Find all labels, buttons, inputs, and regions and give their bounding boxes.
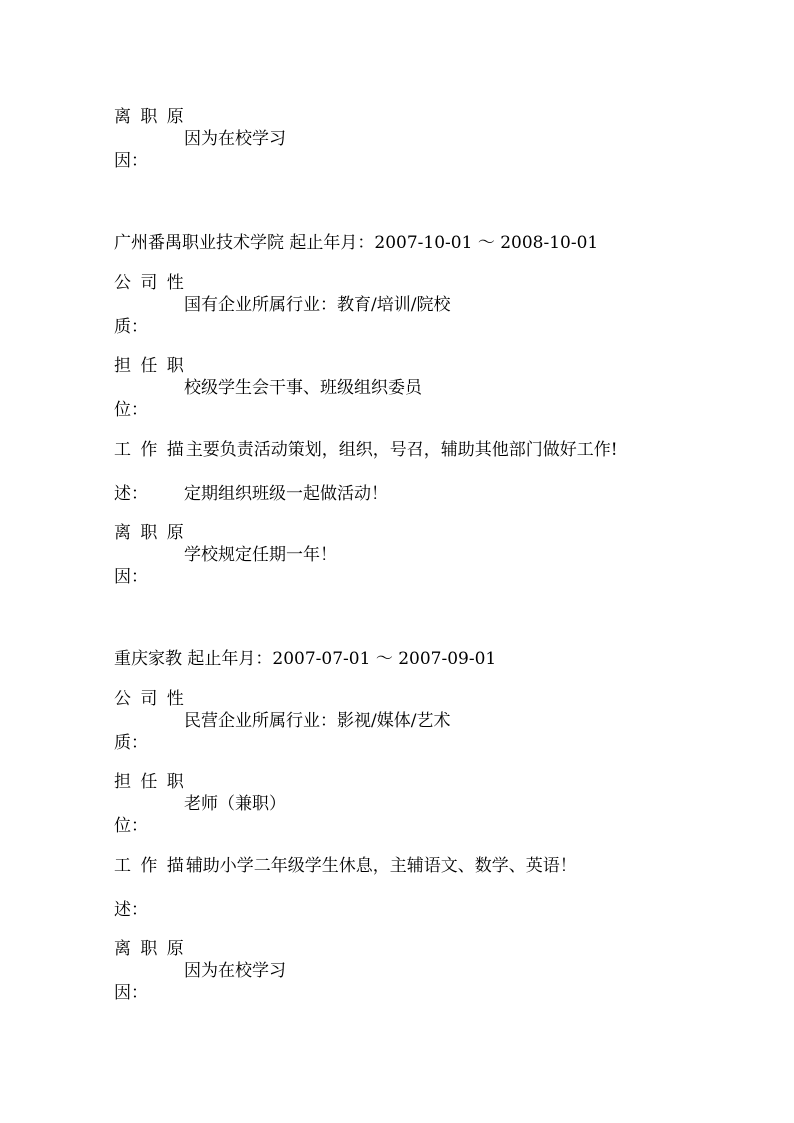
position-value: 老师（兼职） — [184, 794, 286, 814]
leave-reason-field — [114, 106, 714, 172]
job-description-line-1: 主要负责活动策划，组织，号召，辅助其他部门做好工作! — [185, 440, 618, 460]
job-description-line-1: 辅助小学二年级学生休息，主辅语文、数学、英语！ — [185, 856, 577, 876]
leave-reason-label: 离 职 原 因： — [114, 523, 186, 587]
leave-reason-field — [114, 522, 714, 588]
position-field — [114, 355, 714, 421]
leave-reason-field — [114, 938, 714, 1004]
job-description-label: 工 作 描 — [114, 440, 186, 460]
position-label: 担 任 职 位： — [114, 772, 186, 836]
company-type-value: 国有企业所属行业：教育/培训/院校 — [184, 295, 451, 315]
position-label: 担 任 职 位： — [114, 356, 186, 420]
company-type-label: 公 司 性 质： — [114, 689, 186, 753]
company-type-value: 民营企业所属行业：影视/媒体/艺术 — [184, 711, 451, 731]
job-description-field — [114, 855, 734, 921]
job-description-label-end: 述： — [114, 900, 148, 920]
leave-reason-value: 因为在校学习 — [184, 129, 286, 149]
job-header: 广州番禺职业技术学院 起止年月：2007-10-01 ～ 2008-10-01 — [114, 233, 599, 253]
job-description-line-2: 定期组织班级一起做活动！ — [184, 484, 388, 504]
leave-reason-value: 因为在校学习 — [184, 961, 286, 981]
job-description-label-end: 述： — [114, 484, 148, 504]
leave-reason-label: 离 职 原 因： — [114, 939, 186, 1003]
company-type-field — [114, 272, 714, 338]
position-field — [114, 771, 714, 837]
position-value: 校级学生会干事、班级组织委员 — [184, 378, 422, 398]
job-header: 重庆家教 起止年月：2007-07-01 ～ 2007-09-01 — [114, 649, 497, 669]
job-description-field — [114, 439, 734, 505]
job-description-label: 工 作 描 — [114, 856, 186, 876]
leave-reason-label: 离 职 原 因： — [114, 107, 186, 171]
company-type-field — [114, 688, 714, 754]
company-type-label: 公 司 性 质： — [114, 273, 186, 337]
leave-reason-value: 学校规定任期一年！ — [184, 545, 337, 565]
